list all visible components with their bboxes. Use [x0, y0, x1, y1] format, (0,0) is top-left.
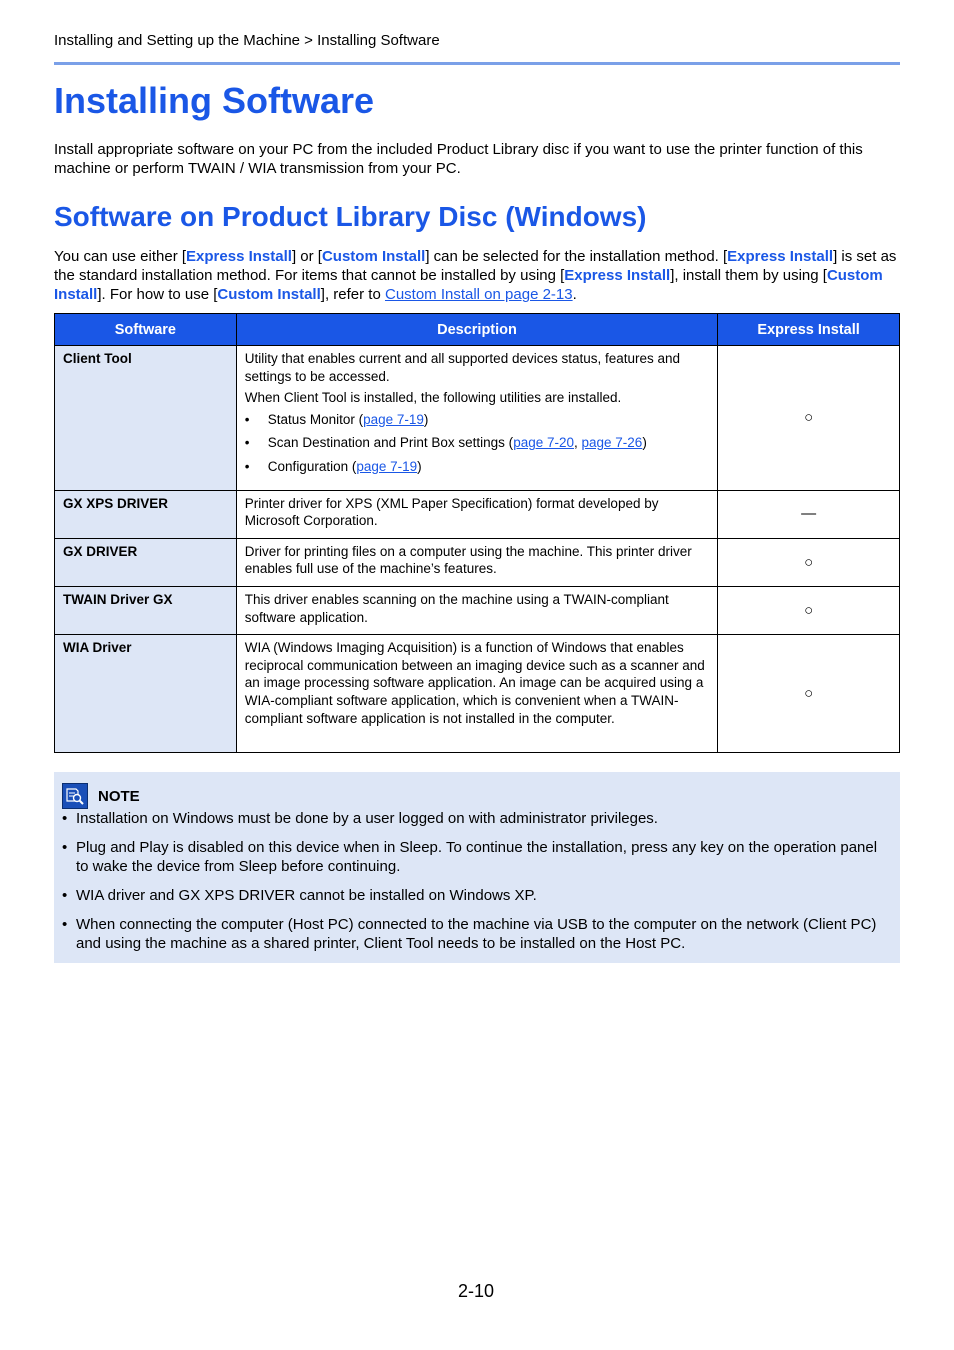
intro-paragraph: Install appropriate software on your PC from the included Product Library disc if you want to use the printer function of this machine or perform TWAIN / WIA transmission from your PC. [54, 141, 863, 177]
express-install-mark: ○ [718, 635, 900, 753]
text: You can use either [ [54, 248, 187, 265]
list-item-text: ) [417, 458, 422, 474]
custom-install-link[interactable]: Custom Install on page 2-13 [384, 286, 573, 303]
note-box [54, 772, 900, 963]
page-link[interactable]: page 7-20 [513, 435, 574, 451]
column-header-description: Description [236, 314, 717, 346]
note-label: NOTE [98, 787, 140, 805]
note-item: • When connecting the computer (Host PC) connected to the machine via USB to the computer on the network (Client PC) and using the machine as a shared printer, Client Tool needs to be installed on the Host PC. [62, 915, 892, 953]
note-item: • WIA driver and GX XPS DRIVER cannot be installed on Windows XP. [62, 886, 892, 905]
list-item-text: Scan Destination and Print Box settings ( [267, 435, 514, 451]
list-item-text: Status Monitor ( [267, 411, 364, 427]
express-install-mark: ○ [718, 586, 900, 634]
column-header-software: Software [55, 314, 237, 346]
note-list [62, 809, 892, 963]
software-table [54, 313, 900, 753]
column-header-express-install: Express Install [718, 314, 900, 346]
express-install-mark: ○ [718, 538, 900, 586]
breadcrumb: Installing and Setting up the Machine > Installing Software [54, 32, 440, 49]
table-row [55, 635, 900, 753]
software-description [236, 346, 717, 491]
text: ] can be selected for the installation method. [ [425, 248, 728, 265]
keyword-custom-install: Custom Install [321, 248, 426, 265]
list-item-text: Configuration ( [267, 458, 357, 474]
description-text: Utility that enables current and all supported devices status, features and settings to be accessed. [244, 351, 681, 384]
note-header [62, 783, 140, 809]
keyword-express-install: Express Install [727, 248, 834, 265]
keyword-custom-install: Custom Install [217, 286, 321, 303]
description-text: When Client Tool is installed, the following utilities are installed. [244, 390, 622, 406]
software-name: GX DRIVER [55, 538, 237, 586]
express-install-mark: — [718, 490, 900, 538]
software-name: WIA Driver [55, 635, 237, 753]
software-name: Client Tool [55, 346, 237, 491]
list-item-text: ) [423, 411, 429, 427]
table-row [55, 538, 900, 586]
text: ] is set as the standard installation method. For items that cannot be installed by using [ [54, 248, 897, 284]
text: . [572, 286, 577, 303]
text: ], refer to [320, 286, 385, 303]
keyword-custom-install: Custom Install [54, 267, 883, 303]
table-row [55, 586, 900, 634]
list-item-text: ) [642, 435, 647, 451]
text: ] or [ [291, 248, 322, 265]
software-description: Driver for printing files on a computer using the machine. This printer driver enables full use of the machine’s features. [236, 538, 717, 586]
list-item [245, 458, 709, 476]
list-item [245, 434, 709, 452]
note-item: • Installation on Windows must be done by a user logged on with administrator privileges. [62, 809, 892, 828]
software-name: GX XPS DRIVER [55, 490, 237, 538]
text: ], install them by using [ [670, 267, 827, 284]
section-title: Software on Product Library Disc (Windows) [54, 201, 647, 232]
list-item [245, 411, 709, 429]
express-install-mark: ○ [718, 346, 900, 491]
list-item-text: , [574, 435, 582, 451]
table-row [55, 346, 900, 491]
page-title: Installing Software [54, 80, 375, 121]
note-magnifier-icon [62, 783, 88, 809]
page-link[interactable]: page 7-19 [363, 411, 424, 427]
section-paragraph [54, 247, 900, 304]
note-item: • Plug and Play is disabled on this device when in Sleep. To continue the installation, press any key on the operation panel to wake the device from Sleep before continuing. [62, 838, 892, 876]
page-link[interactable]: page 7-19 [356, 458, 418, 474]
software-description: WIA (Windows Imaging Acquisition) is a function of Windows that enables reciprocal communication between an imaging device such as a scanner and an image processing software application. An image can be acquired using a WIA-compliant software application, which is convenient when a TWAIN-compliant software application is not installed in the computer. [236, 635, 717, 753]
software-description: Printer driver for XPS (XML Paper Specification) format developed by Microsoft Corporation. [236, 490, 717, 538]
table-header-row [55, 314, 900, 346]
keyword-express-install: Express Install [564, 267, 671, 284]
header-rule [54, 62, 900, 65]
page-number: 2-10 [458, 1281, 495, 1301]
utility-list [245, 411, 709, 476]
software-name: TWAIN Driver GX [55, 586, 237, 634]
table-row [55, 490, 900, 538]
page-link[interactable]: page 7-26 [581, 435, 643, 451]
software-description: This driver enables scanning on the machine using a TWAIN-compliant software application. [236, 586, 717, 634]
keyword-express-install: Express Install [186, 248, 292, 265]
text: ]. For how to use [ [97, 286, 218, 303]
